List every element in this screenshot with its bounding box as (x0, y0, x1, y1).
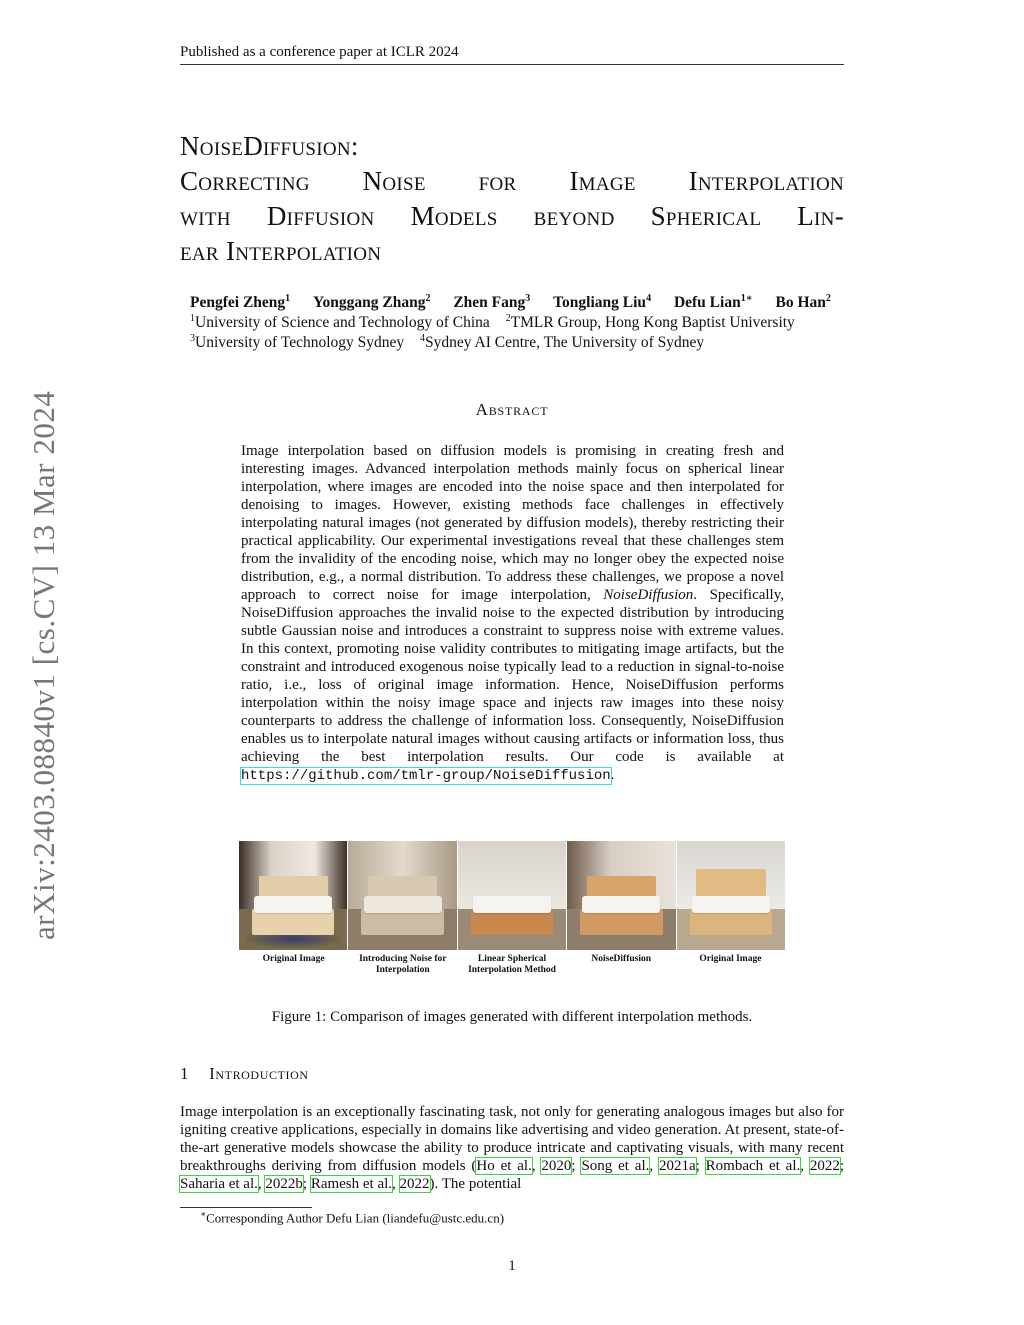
panel-label: NoiseDiffusion (591, 954, 652, 964)
affiliation: $^4$Sydney AI Centre, The University of Sydney (420, 333, 705, 352)
author-list (190, 293, 870, 312)
bed-photo-slerp (458, 841, 567, 950)
author: Pengfei Zheng$^1$ (190, 293, 291, 312)
citation-link[interactable]: Saharia et al. (180, 1176, 258, 1192)
title-line-4: ear Interpolation (180, 236, 382, 266)
panel-label: Introducing Noise for Interpolation (359, 954, 447, 975)
citation-link[interactable]: Ho et al. (476, 1158, 532, 1174)
arxiv-stamp: arXiv:2403.08840v1 [cs.CV] 13 Mar 2024 (26, 390, 61, 940)
citation-link[interactable]: 2022b (265, 1176, 303, 1192)
title-line-3: with Diffusion Models beyond Spherical Lin- (180, 201, 844, 231)
author: Zhen Fang$^3$ (453, 293, 531, 312)
paper-title (180, 129, 844, 269)
author: Yonggang Zhang$^2$ (313, 293, 431, 312)
panel-label: Linear Spherical Interpolation Method (468, 954, 556, 975)
bed-photo-noisediffusion (567, 841, 676, 950)
figure-panel-labels (239, 954, 785, 976)
affiliation: $^2$TMLR Group, Hong Kong Baptist University (505, 313, 795, 332)
abstract-heading: Abstract (475, 400, 549, 419)
citation-link[interactable]: Ramesh et al. (310, 1176, 393, 1192)
panel-label: Original Image (699, 954, 762, 964)
title-line-2: Correcting Noise for Image Interpolation (180, 166, 844, 196)
citation-link[interactable]: 2022 (809, 1158, 840, 1174)
code-link[interactable]: https://github.com/tmlr-group/NoiseDiffusion (241, 768, 611, 784)
affiliation-line-2 (190, 333, 850, 352)
footnote-rule (180, 1207, 312, 1208)
title-line-1: NoiseDiffusion: (180, 131, 359, 161)
citation-link[interactable]: 2022 (399, 1176, 430, 1192)
bed-photo-original-left (239, 841, 348, 950)
author: Tongliang Liu$^4$ (553, 293, 652, 312)
affiliation: $^3$University of Technology Sydney (190, 333, 405, 352)
affiliation-line-1 (190, 313, 850, 332)
header-rule (180, 64, 844, 65)
affiliation: $^1$University of Science and Technology of China (190, 313, 490, 332)
page-number: 1 (508, 1258, 516, 1274)
bed-photo-original-right (677, 841, 785, 950)
abstract-body: Image interpolation based on diffusion models is promising in creating fresh and interesting images. Advanced interpolation methods mainly focus on spherical linear interpolation, where images are encoded into the noise space and then interpolated for denoising to images. However, existing methods face challenges in effectively interpolating natural images (not generated by diffusion models), thereby restricting their practical applicability. Our experimental investigations reveal that these challenges stem from the invalidity of the encoding noise, which may no longer obey the expected noise distribution, e.g., a normal distribution. To address these challenges, we propose a novel approach to correct noise for image interpolation, NoiseDiffusion. Specifically, NoiseDiffusion approaches the invalid noise to the expected distribution by introducing subtle Gaussian noise and introduces a constraint to suppress noise with extreme values. In this context, promoting noise validity contributes to mitigating image artifacts, but the constraint and introduced exogenous noise typically lead to a reduction in signal-to-noise ratio, i.e., loss of original image information. Hence, NoiseDiffusion performs interpolation within the noisy image space and injects raw images into these noisy counterparts to address the challenge of information loss. Consequently, NoiseDiffusion enables us to interpolate natural images without causing artifacts or information loss, thus achieving the best interpolation results. Our code is available at https://github.com/tmlr-group/NoiseDiffusion. (241, 443, 785, 784)
citation-link[interactable]: 2020 (541, 1158, 572, 1174)
bed-photo-noise-interpolation (348, 841, 457, 950)
figure-1-image-strip (239, 841, 785, 950)
footnote: ∗Corresponding Author Defu Lian (liandefu@ustc.edu.cn) (200, 1209, 505, 1226)
author: Defu Lian$^{1∗}$ (673, 293, 753, 312)
figure-caption: Figure 1: Comparison of images generated with different interpolation methods. (271, 1009, 753, 1025)
section-heading (180, 1064, 309, 1084)
intro-paragraph: Image interpolation is an exceptionally fascinating task, not only for generating analogous images but also for igniting creative applications, especially in domains like advertising and video generation. At present, state-of-the-art generative models showcase the ability to produce intricate and captivating visuals, with many recent breakthroughs deriving from diffusion models (Ho et al., 2020; Song et al., 2021a; Rombach et al., 2022; Saharia et al., 2022b; Ramesh et al., 2022). The potential (180, 1104, 844, 1192)
section-number: 1 (180, 1064, 190, 1083)
citation-link[interactable]: 2021a (658, 1158, 696, 1174)
running-header: Published as a conference paper at ICLR 2024 (180, 44, 459, 60)
author: Bo Han$^2$ (775, 293, 831, 312)
citation-link[interactable]: Rombach et al. (705, 1158, 801, 1174)
panel-label: Original Image (262, 954, 325, 964)
section-title: Introduction (209, 1064, 309, 1083)
citation-link[interactable]: Song et al. (581, 1158, 650, 1174)
